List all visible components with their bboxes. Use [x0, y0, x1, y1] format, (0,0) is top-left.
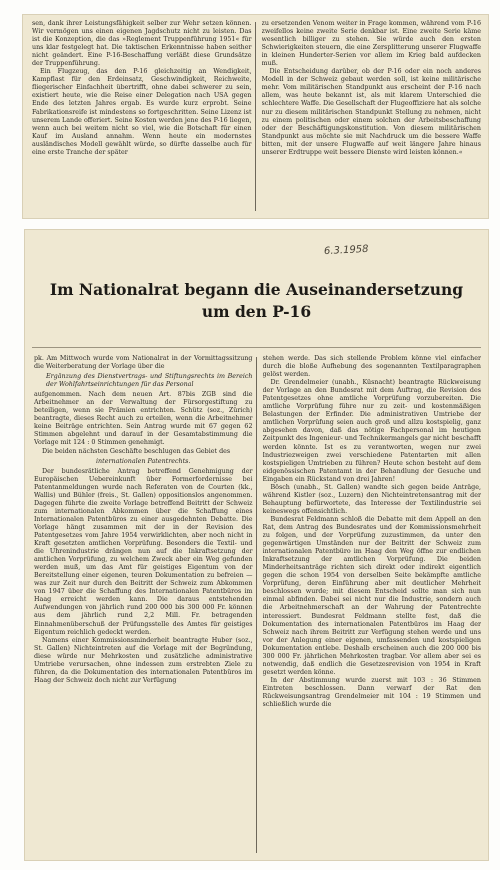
article-column-left — [32, 20, 252, 215]
newspaper-clipping-top — [22, 14, 489, 219]
paragraph: Dr. Grendelmeier (unabh., Küsnacht) beantragte Rückweisung der Vorlage an den Bundesrat mit dem Auftrag, die Revision des Patentgesetzes ohne amtliche Vorprüfung vorzubereiten. Die amtliche Vorprüfung führe nur zu zeit- und kostenmäßigen Belastungen der Erfinder. Die administrativen Umtriebe der amtlichen Vorprüfung seien auch groß und allzu kostspielig, ganz abgesehen davon, daß das nötige Fachpersonal im heutigen Zeitpunkt des Ingenieur- und Technikermangels gar nicht beschafft werden könnte. Ist es zu verantworten, wegen nur zwei Industriezweigen zwei verschiedene Patentarten mit allen kostspieligen Umtrieben zu führen? Heute schon besteht auf dem eidgenössischen Patentamt in der Behandlung der Gesuche und Eingaben ein Rückstand von drei Jahren! — [262, 379, 481, 483]
article-headline — [24, 279, 489, 323]
headline-line-1: Im Nationalrat begann die Auseinandersetzung — [49, 280, 464, 299]
paragraph: Namens einer Kommissionsminderheit beantragte Huber (soz., St. Gallen) Nichteintreten auf die Vorlage mit der Begründung, diese würde nur Mehrkosten und zusätzliche administrative Umtriebe verursachen, ohne indessen zum erstrebten Ziele zu führen, da die Dokumentation des internationalen Patentbüros im Haag der Schweiz doch nicht zur Verfügung — [34, 636, 253, 684]
article-column-right — [262, 20, 482, 215]
paragraph: Bösch (unabh., St. Gallen) wandte sich gegen beide Anträge, während Kistler (soz., Luzern) den Nichteintretensantrag mit der Behauptung befürwortete, das Interesse der Textilindustrie sei keineswegs offensichtlich. — [262, 483, 481, 515]
article-column-left — [34, 355, 253, 857]
paragraph: Bundesrat Feldmann schloß die Debatte mit dem Appell an den Rat, dem Antrag des Bundesrates und der Kommissionsmehrheit zu folgen, und der Vorprüfung zuzustimmen, da unter den gegenwärtigen Umständen nur der Beitritt der Schweiz zum internationalen Patentbüro im Haag den Weg öffne zur endlichen Inkraftsetzung der amtlichen Vorprüfung. Die beiden Minderheitsanträge richten sich direkt oder indirekt eigentlich gegen die schon 1954 von derselben Seite bekämpfte amtliche Vorprüfung, deren Einführung aber mit deutlicher Mehrheit beschlossen wurde; mit diesem Entscheid sollte man sich nun einmal abfinden. Dabei sei nicht nur die Industrie, sondern auch die Arbeitnehmerschaft an der Wahrung der Patentrechte interessiert. Bundesrat Feldmann stellte fest, daß die Dokumentation des internationalen Patentbüros im Haag der Schweiz nach ihrem Beitritt zur Verfügung stehen werde und uns vor der Anlegung einer eigenen, umfassenden und kostspieligen Dokumentation entlebe. Deshalb erscheinen auch die 200 000 bis 300 000 Fr. jährlichen Mehrkosten tragbar. Vor allem aber sei es notwendig, daß endlich die Gesetzesrevision von 1954 in Kraft gesetzt werden könne. — [262, 515, 481, 676]
paragraph: Die Entscheidung darüber, ob der P-16 oder ein noch anderes Modell in der Schweiz gebaut werden soll, ist keine militärische mehr. Vom militärischen Standpunkt aus erscheint der P-16 nach allem, was heute bekannt ist, als mit klarem Unterschied die schlechtere Waffe. Die Gesellschaft der Flugeoffiziere hat als solche nur zu diesem militärischen Standpunkt Stellung zu nehmen, nicht zu einem politischen oder einem solchen der Arbeitsbeschaffung oder der Beschäftigungskonstitution. Von diesem militärischen Standpunkt aus möchte sie mit Nachdruck um die bessere Waffe bitten, mit der unsere Flugwaffe auf weit längere Jahre hinaus unserer Erdtruppe weit bessere Dienste wird leisten können.« — [261, 68, 481, 156]
paragraph: zu ersetzenden Venom weiter in Frage kommen, während vom P-16 zweifellos keine zweite Serie denkbar ist. Eine zweite Serie käme wesentlich billiger zu stehen. Sie würde auch den ersten Schwierigkeiten steuern, die eine Zersplitterung unserer Flugwaffe in kleinen Hunderter-Serien vor allem im Krieg bald aufdecken muß. — [261, 20, 481, 68]
article-columns — [34, 355, 481, 857]
headline-rule — [32, 347, 481, 348]
paragraph: In der Abstimmung wurde zuerst mit 103 : 36 Stimmen Eintreten beschlossen. Dann verwarf der Rat den Rückweisungsantrag Grendelmeier mit 104 : 19 Stimmen und schließlich wurde die — [262, 676, 481, 709]
paragraph: Die beiden nächsten Geschäfte beschlugen das Gebiet des — [42, 447, 231, 455]
paragraph: stehen werde. Das sich stellende Problem könne viel einfacher durch die bloße Aufhebung des sogenannten Textilparagraphen gelöst werden. — [262, 355, 481, 379]
newspaper-clipping-main — [24, 229, 489, 861]
paragraph: Der bundesrätliche Antrag betreffend Genehmigung der Europäischen Uebereinkunft über Formerfordernisse bei Patentanmeldungen wurde nach Referaten von de Courten (kk., Wallis) und Bühler (freis., St. Gallen) oppositionslos angenommen. Dagegen führte die zweite Vorlage betreffend Beitritt der Schweiz zum internationalen Abkommen über die Schaffung eines Internationalen Patentbüros zu einer ausgedehnten Debatte. Die Vorlage hängt zusammen mit der in der Revision des Patentgesetzes vom Jahre 1954 verwirklichten, aber noch nicht in Kraft gesetzten amtlichen Vorprüfung. Besonders die Textil- und die Uhrenindustrie drängen nun auf die Inkraftsetzung der amtlichen Vorprüfung, zu welchem Zweck aber ein Weg gefunden werden muß, um das Amt für geistiges Eigentum von der Bereitstellung einer eigenen, teuren Dokumentation zu befreien — was zur Zeit nur durch den Beitritt der Schweiz zum Abkommen von 1947 über die Schaffung des Internationalen Patentbüros im Haag erreicht werden kann. Die daraus entstehenden Aufwendungen von jährlich rund 200 000 bis 300 000 Fr. können aus dem jährlich rund 2,2 Mill. Fr. betragenden Einnahmenüberschuß der Prüfungsstelle des Amtes für geistiges Eigentum reichlich gedeckt werden. — [34, 467, 253, 636]
article-column-right — [263, 355, 482, 857]
paragraph-italic: Ergänzung des Dienstvertrags- und Stiftungsrechts im Bereich der Wohlfahrtseinrichtungen für das Personal — [46, 373, 253, 389]
handwritten-date: 6.3.1958 — [323, 243, 369, 258]
paragraph: Ein Flugzeug, das den P-16 gleichzeitig an Wendigkeit, Kampflast für den Erdeinsatz, Geschwindigkeit, Reichweite, fliegerischer Einfachheit übertrifft, ohne dabei schwerer zu sein, existiert heute, wie die Reise einer Delegation nach USA gegen Ende des letzten Jahres ergab. Es wurde kurz erprobt. Seine Fabrikationsreife ist mindestens so fortgeschritten. Seine Lizenz ist unserem Lande offeriert. Seine Kosten werden jene des P-16 liegen, wenn auch bei weitem nicht so viel, wie die Botschaft für einen Kauf im Ausland annahm. Wenn heute ein modernstes ausländisches Modell gewählt würde, so dürfte dasselbe auch für eine erste Tranche der später — [32, 68, 252, 156]
paragraph: pk. Am Mittwoch wurde vom Nationalrat in der Vormittagssitzung die Weiterberatung der Vorlage über die — [34, 355, 253, 371]
section-subheading: internationalen Patentrechts. — [96, 457, 191, 465]
paragraph: aufgenommen. Nach dem neuen Art. 87bis ZGB sind die Arbeitnehmer an der Verwaltung der Fürsorgestiftung zu beteiligen, wenn sie Prämien entrichten. Schütz (soz., Zürich) beantragte, dieses Recht auch zu erteilen, wenn die Arbeitnehmer keine Beiträge entrichten. Sein Antrag wurde mit 67 gegen 62 Stimmen abgelehnt und darauf in der Gesamtabstimmung die Vorlage mit 124 : 0 Stimmen genehmigt. — [34, 391, 253, 447]
headline-line-2: um den P-16 — [201, 302, 312, 321]
paragraph: sen, dank ihrer Leistungsfähigkeit selber zur Wehr setzen können. Wir vermögen uns einen eigenen Jagdschutz nicht zu leisten. Das ist die Konzeption, die das »Reglement Truppenführung 1951« für uns klar festgelegt hat. Die taktischen Erkenntnisse haben seither nicht geändert. Eine P-16-Beschaffung verläßt diese Grundsätze der Truppenführung. — [32, 20, 252, 68]
article-columns — [32, 20, 481, 215]
